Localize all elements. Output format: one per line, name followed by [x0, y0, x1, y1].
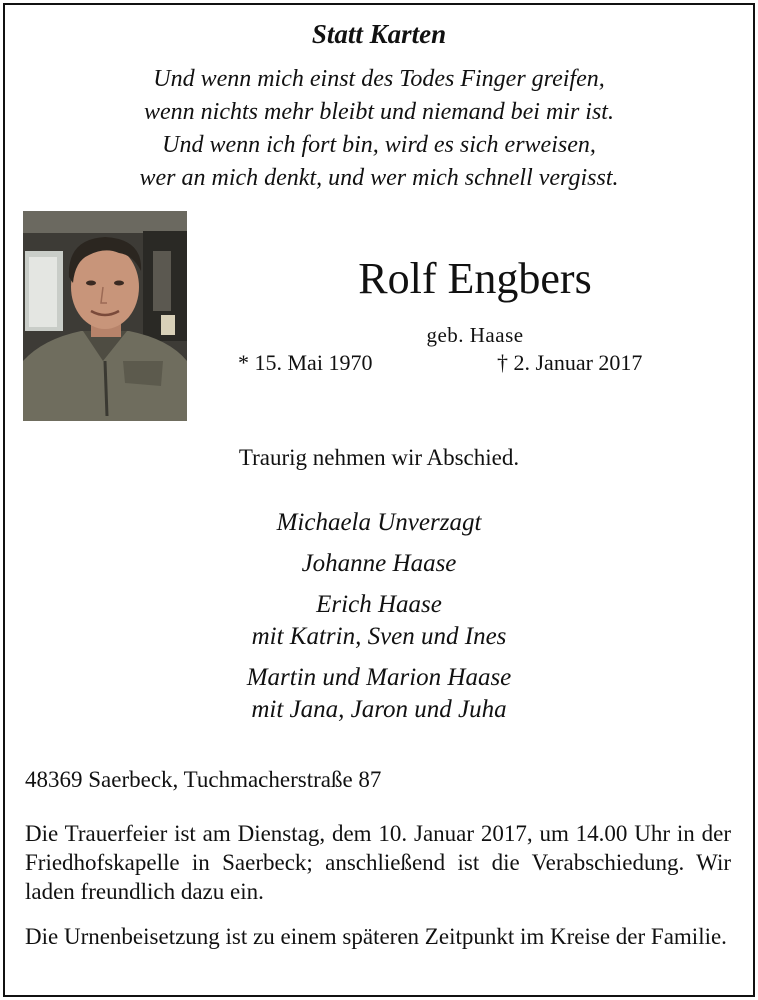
mourner-name: Michaela Unverzagt	[276, 509, 482, 536]
mourner-name: Erich Haase	[316, 591, 442, 618]
poem-line: Und wenn ich fort bin, wird es sich erweisen,	[162, 132, 596, 158]
family-address: 48369 Saerbeck, Tuchmacherstraße 87	[25, 767, 382, 792]
portrait-photo	[23, 211, 187, 421]
farewell-text: Traurig nehmen wir Abschied.	[238, 445, 520, 470]
mourner-group	[5, 548, 753, 580]
mourner-name: Johanne Haase	[301, 550, 457, 577]
mourner-group	[5, 662, 753, 726]
mourner-name: Martin und Marion Haase	[246, 664, 512, 691]
mourner-relatives: mit Katrin, Sven und Ines	[251, 623, 507, 650]
poem-line: wer an mich denkt, und wer mich schnell vergisst.	[139, 165, 619, 191]
poem-line: wenn nichts mehr bleibt und niemand bei mir ist.	[144, 99, 614, 125]
mourner-group	[5, 589, 753, 653]
mourner-relatives: mit Jana, Jaron und Juha	[251, 696, 507, 723]
funeral-service-text: Die Trauerfeier ist am Dienstag, dem 10. Januar 2017, um 14.00 Uhr in der Friedhofskapelle in Saerbeck; anschließend ist die Verabschiedung. Wir laden freundlich dazu ein.	[25, 821, 731, 904]
poem	[5, 63, 753, 195]
deceased-name: Rolf Engbers	[358, 254, 592, 303]
obituary-notice	[3, 3, 755, 997]
mourner-group	[5, 507, 753, 539]
birth-name: geb. Haase	[426, 323, 524, 347]
urn-burial-text: Die Urnenbeisetzung ist zu einem späteren Zeitpunkt im Kreise der Familie.	[25, 924, 727, 949]
notice-header: Statt Karten	[311, 19, 447, 49]
poem-line: Und wenn mich einst des Todes Finger greifen,	[153, 66, 605, 92]
birth-date: * 15. Mai 1970	[238, 350, 373, 375]
death-date: † 2. Januar 2017	[497, 350, 643, 375]
mourners-list	[5, 507, 753, 735]
